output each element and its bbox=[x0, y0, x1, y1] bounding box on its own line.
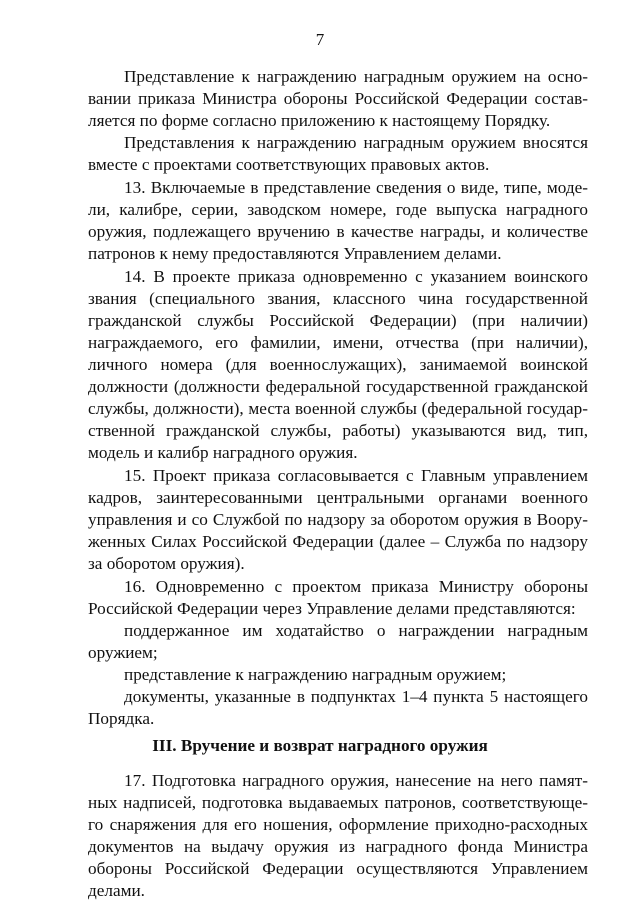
text-line: патронов к нему предоставляются Управлением делами. bbox=[88, 244, 502, 263]
text-line: поддержанное им ходатайство о награждении наградным bbox=[124, 621, 588, 640]
text-line: кадров, заинтересованными центральными органами военного bbox=[88, 488, 588, 507]
text-line: вании приказа Министра обороны Российской Федерации состав- bbox=[88, 89, 588, 108]
text-line: должности (должности федеральной государственной гражданской bbox=[88, 377, 588, 396]
text-line: представление к награждению наградным оружием; bbox=[124, 665, 507, 684]
text-line: ственной гражданской службы, работы) указываются вид, тип, bbox=[88, 421, 588, 440]
text-line: 16. Одновременно с проектом приказа Министру обороны bbox=[124, 577, 588, 596]
text-line: 15. Проект приказа согласовывается с Главным управлением bbox=[124, 466, 588, 485]
text-line: документов на выдачу оружия из наградного фонда Министра bbox=[88, 837, 588, 856]
text-line: 13. Включаемые в представление сведения о виде, типе, моде- bbox=[124, 178, 588, 197]
text-line: вместе с проектами соответствующих правовых актов. bbox=[88, 155, 490, 174]
text-line: 14. В проекте приказа одновременно с указанием воинского bbox=[124, 267, 588, 286]
text-line: оружием; bbox=[88, 643, 158, 662]
text-line: Представления к награждению наградным оружием вносятся bbox=[124, 133, 588, 152]
text-line: 17. Подготовка наградного оружия, нанесение на него памят- bbox=[124, 771, 588, 790]
text-line: ли, калибре, серии, заводском номере, годе выпуска наградного bbox=[88, 200, 588, 219]
text-line: документы, указанные в подпунктах 1–4 пункта 5 настоящего bbox=[124, 687, 588, 706]
text-line: оружия, подлежащего вручению в качестве награды, и количестве bbox=[88, 222, 588, 241]
text-line: личного номера (для военнослужащих), занимаемой воинской bbox=[88, 355, 588, 374]
text-line: управления и со Службой по надзору за оборотом оружия в Воору- bbox=[88, 510, 588, 529]
text-line: ных надписей, подготовка выдаваемых патронов, соответствующе- bbox=[88, 793, 588, 812]
page-number: 7 bbox=[315, 30, 325, 49]
text-line: за оборотом оружия). bbox=[88, 554, 245, 573]
text-line: гражданской службы Российской Федерации) (при наличии) bbox=[88, 311, 588, 330]
text-line: женных Силах Российской Федерации (далее – Служба по надзору bbox=[88, 532, 588, 551]
section-heading: III. Вручение и возврат наградного оружия bbox=[152, 736, 488, 755]
text-line: го снаряжения для его ношения, оформление приходно-расходных bbox=[88, 815, 588, 834]
text-line: Представление к награждению наградным оружием на осно- bbox=[124, 67, 588, 86]
text-line: Порядка. bbox=[88, 709, 155, 728]
text-line: награждаемого, его фамилии, имени, отчества (при наличии), bbox=[88, 333, 588, 352]
text-line: делами. bbox=[88, 881, 145, 900]
text-line: службы, должности), места военной службы (федеральной государ- bbox=[88, 399, 588, 418]
text-line: модель и калибр наградного оружия. bbox=[88, 443, 358, 462]
text-line: Российской Федерации через Управление делами представляются: bbox=[88, 599, 576, 618]
text-line: обороны Российской Федерации осуществляются Управлением bbox=[88, 859, 588, 878]
text-line: ляется по форме согласно приложению к настоящему Порядку. bbox=[88, 111, 551, 130]
text-line: звания (специального звания, классного чина государственной bbox=[88, 289, 588, 308]
